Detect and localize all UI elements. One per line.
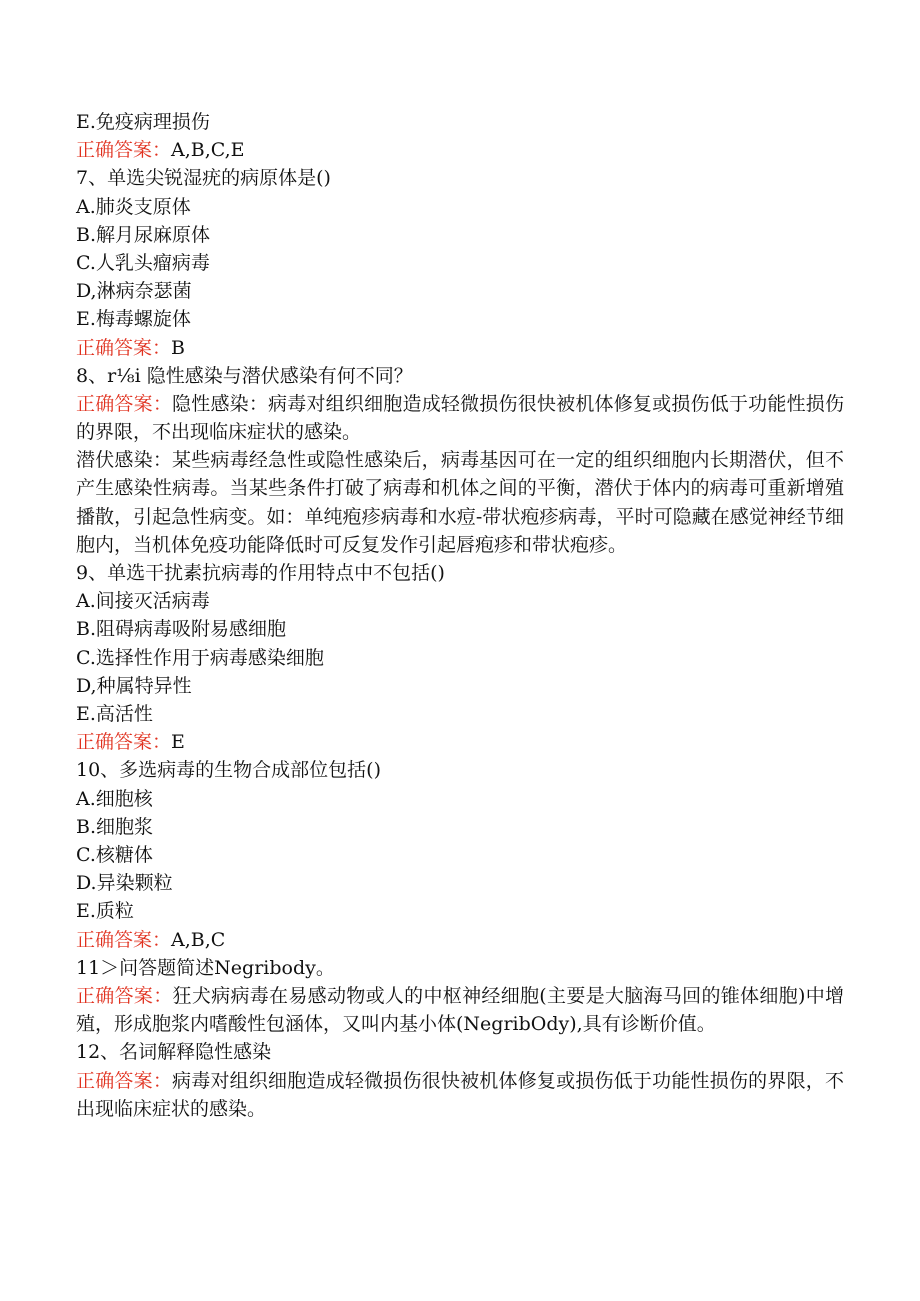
answer-q9 — [76, 728, 844, 756]
answer-value: A,B,C,E — [171, 139, 245, 162]
option-a-q9: A.间接灭活病毒 — [76, 590, 210, 613]
option-a-q10: A.细胞核 — [76, 787, 153, 810]
answer-value: 隐性感染：病毒对组织细胞造成轻微损伤很快被机体修复或损伤低于功能性损伤的界限，不出现临床症状的感染。 — [76, 392, 844, 444]
option-a-q7: A.肺炎支原体 — [76, 195, 191, 218]
answer-label: 正确答案： — [76, 928, 172, 951]
answer-label: 正确答案： — [76, 731, 172, 754]
answer-value: B — [171, 336, 185, 359]
option-d-q9: D,种属特异性 — [76, 674, 192, 697]
answer-q12 — [76, 1067, 844, 1123]
question-9: 9、单选干扰素抗病毒的作用特点中不包括() — [76, 562, 445, 585]
answer-value: A,B,C — [171, 928, 226, 951]
option-c-q9: C.选择性作用于病毒感染细胞 — [76, 646, 324, 669]
answer-label: 正确答案： — [76, 1069, 173, 1092]
option-b-q7: B.解月尿麻原体 — [76, 223, 211, 246]
option-e-q7: E.梅毒螺旋体 — [76, 308, 191, 331]
answer-label: 正确答案： — [76, 984, 173, 1007]
answer-label: 正确答案： — [76, 139, 172, 162]
answer-q8-continued: 潜伏感染：某些病毒经急性或隐性感染后，病毒基因可在一定的组织细胞内长期潜伏，但不产生感染性病毒。当某些条件打破了病毒和机体之间的平衡，潜伏于体内的病毒可重新增殖播散，引起急性病变。如：单纯疱疹病毒和水痘-带状疱疹病毒，平时可隐藏在感觉神经节细胞内，当机体免疫功能降低时可反复发作引起唇疱疹和带状疱疹。 — [76, 449, 844, 556]
question-11: 11＞问答题简述Negribody。 — [76, 956, 335, 979]
answer-value: 病毒对组织细胞造成轻微损伤很快被机体修复或损伤低于功能性损伤的界限，不出现临床症状的感染。 — [76, 1069, 844, 1120]
question-10: 10、多选病毒的生物合成部位包括() — [76, 759, 382, 782]
answer-label: 正确答案： — [76, 336, 172, 359]
question-8: 8、r⅛i 隐性感染与潜伏感染有何不同？ — [76, 364, 413, 387]
option-c-q7: C.人乳头瘤病毒 — [76, 251, 210, 274]
option-c-q10: C.核糖体 — [76, 843, 153, 866]
answer-q8 — [76, 390, 844, 446]
answer-label: 正确答案： — [76, 392, 173, 415]
answer-q11 — [76, 982, 844, 1038]
option-e-q6: E.免疫病理损伤 — [76, 111, 210, 133]
answer-value: E — [171, 731, 185, 754]
question-7: 7、单选尖锐湿疣的病原体是() — [76, 167, 331, 190]
option-b-q10: B.细胞浆 — [76, 815, 154, 838]
option-e-q10: E.质粒 — [76, 900, 134, 923]
answer-q6 — [76, 136, 844, 164]
option-e-q9: E.高活性 — [76, 703, 153, 726]
answer-value: 狂犬病病毒在易感动物或人的中枢神经细胞(主要是大脑海马回的锥体细胞)中增殖，形成胞浆内嗜酸性包涵体，又叫内基小体(NegribOdy),具有诊断价值。 — [76, 984, 844, 1036]
answer-q7 — [76, 334, 844, 362]
option-b-q9: B.阻碍病毒吸附易感细胞 — [76, 618, 287, 641]
option-d-q7: D,淋病奈瑟菌 — [76, 280, 192, 303]
answer-q10 — [76, 926, 844, 954]
question-12: 12、名词解释隐性感染 — [76, 1041, 272, 1064]
document-page — [76, 108, 844, 1123]
option-d-q10: D.异染颗粒 — [76, 872, 173, 895]
